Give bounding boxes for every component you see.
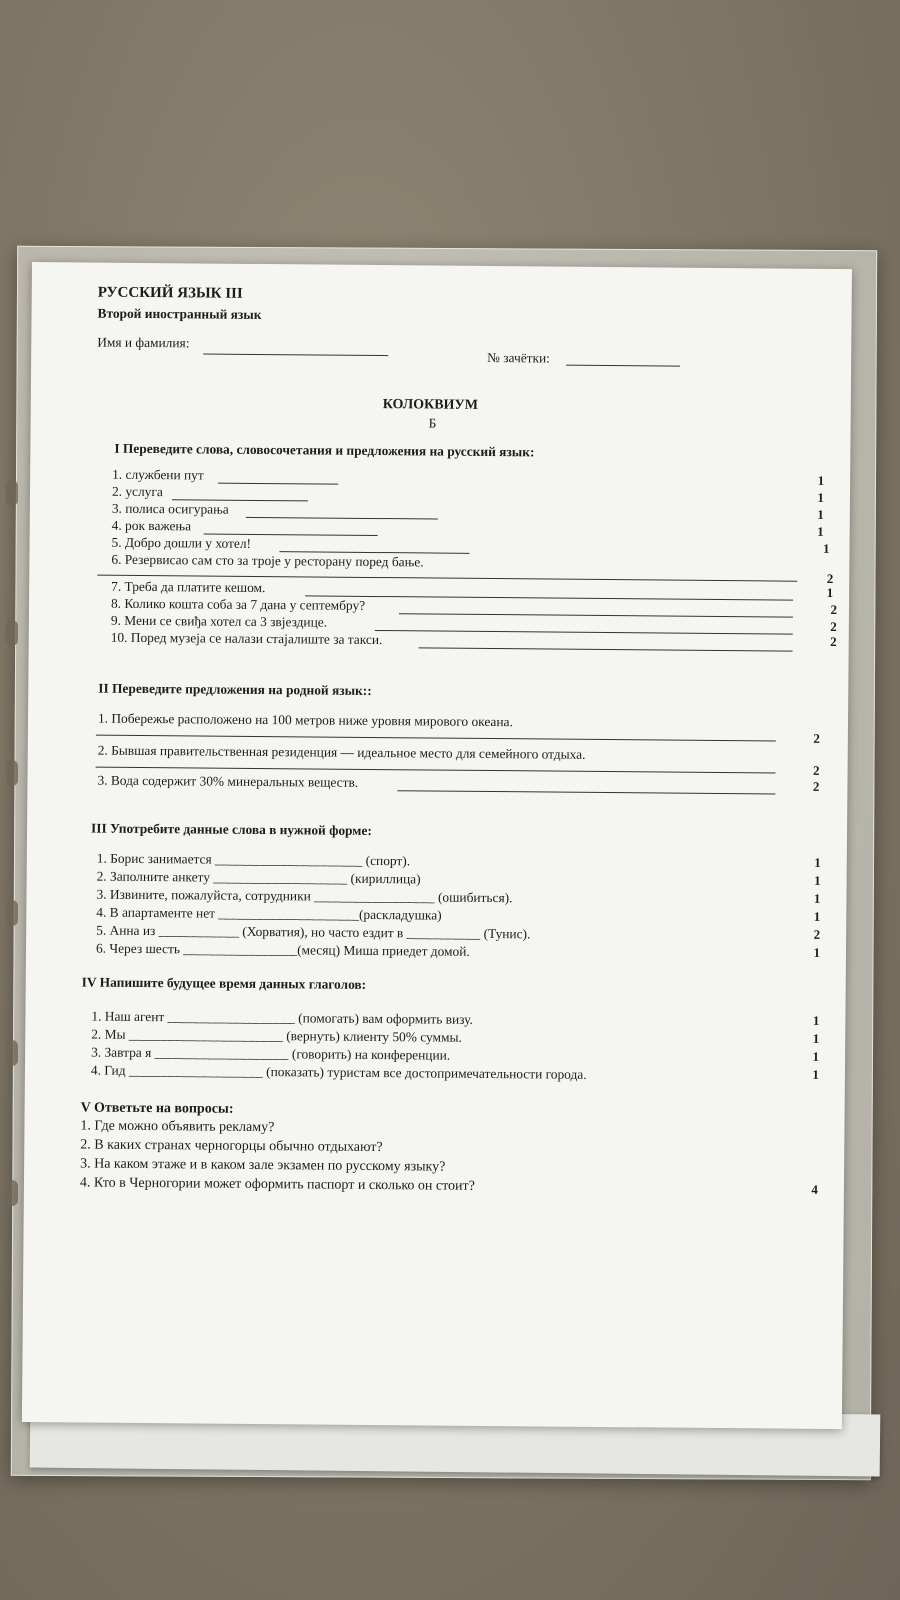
points: 1 <box>826 584 834 601</box>
points: 1 <box>817 523 824 539</box>
list-item: 1. службени пут <box>112 466 204 483</box>
points: 1 <box>812 1048 820 1064</box>
section-3-heading: III Употребите данные слова в нужной форме: <box>90 820 372 838</box>
list-item: 1. Побережье расположено на 100 метров ниже уровня мирового океана. <box>97 710 513 730</box>
punch-hole <box>6 760 18 786</box>
section-4-heading: IV Напишите будущее время данных глаголов: <box>81 974 367 992</box>
id-label: № зачётки: <box>487 349 550 366</box>
points: 1 <box>812 1012 820 1028</box>
points: 1 <box>814 872 821 888</box>
points: 1 <box>813 944 821 960</box>
answer-line[interactable] <box>246 517 438 520</box>
points: 2 <box>830 633 837 650</box>
section-2-heading: II Переведите предложения на родной язык:: <box>98 680 372 698</box>
list-item: 7. Треба да платите кешом. <box>111 578 266 596</box>
points: 2 <box>830 618 837 635</box>
list-item: 2. Бывшая правительственная резиденция — идеальное место для семейного отдыха. <box>97 742 586 762</box>
points: 1 <box>822 540 830 556</box>
list-item: 3. Извините, пожалуйста, сотрудники __________________ (ошибиться). <box>96 886 513 906</box>
answer-line[interactable] <box>96 767 776 774</box>
points: 2 <box>812 778 820 794</box>
course-title: РУССКИЙ ЯЗЫК III <box>97 284 243 302</box>
points: 4 <box>811 1181 819 1197</box>
list-item: 6. Через шесть _________________(месяц) Миша приедет домой. <box>95 940 470 959</box>
section-5-heading: V Ответьте на вопросы: <box>80 1100 234 1117</box>
name-label: Имя и фамилия: <box>97 334 190 351</box>
points: 1 <box>817 489 825 505</box>
points: 1 <box>812 1030 820 1046</box>
list-item: 4. Кто в Черногории может оформить паспорт и сколько он стоит? <box>79 1175 475 1194</box>
page-title: КОЛОКВИУМ <box>382 397 479 413</box>
variant-label: Б <box>428 415 437 431</box>
points: 1 <box>817 506 824 522</box>
punch-hole <box>6 1040 18 1066</box>
answer-line[interactable] <box>397 790 775 794</box>
list-item: 3. полиса осигурања <box>111 500 229 517</box>
points: 2 <box>813 730 820 746</box>
list-item: 1. Борис занимается ______________________ (спорт). <box>96 850 411 869</box>
points: 1 <box>812 1066 820 1082</box>
answer-line[interactable] <box>218 483 338 485</box>
points: 1 <box>813 890 821 906</box>
list-item: 1. Где можно объявить рекламу? <box>80 1118 275 1136</box>
points: 1 <box>813 908 821 924</box>
id-field[interactable] <box>566 365 680 367</box>
points: 1 <box>814 854 821 870</box>
list-item: 3. На каком этаже и в каком зале экзамен по русскому языку? <box>80 1156 446 1175</box>
list-item: 1. Наш агент ___________________ (помогать) вам оформить визу. <box>91 1008 473 1027</box>
list-item: 2. услуга <box>111 483 163 500</box>
punch-hole <box>6 480 18 506</box>
points: 2 <box>813 762 820 778</box>
points: 2 <box>826 570 834 587</box>
answer-line[interactable] <box>399 613 793 617</box>
list-item: 2. Заполните анкету ____________________ (кириллица) <box>96 868 421 887</box>
answer-line[interactable] <box>305 595 793 600</box>
list-item: 5. Добро дошли у хотел! <box>111 534 252 551</box>
list-item: 3. Вода содержит 30% минеральных веществ. <box>97 772 359 790</box>
punch-hole <box>6 900 18 926</box>
punch-hole <box>6 1180 18 1206</box>
punch-hole <box>6 620 18 646</box>
list-item: 6. Резервисао сам сто за троје у ресторану поред бање. <box>111 551 424 570</box>
name-field[interactable] <box>203 353 388 356</box>
exam-sheet <box>22 262 852 1429</box>
answer-line[interactable] <box>375 630 793 635</box>
course-subtitle: Второй иностранный язык <box>97 305 262 323</box>
list-item: 3. Завтра я ____________________ (говорить) на конференции. <box>91 1044 451 1063</box>
list-item: 4. рок важења <box>111 517 192 534</box>
list-item: 5. Анна из ____________ (Хорватия), но часто ездит в ___________ (Тунис). <box>96 922 531 942</box>
list-item: 2. В каких странах черногорцы обычно отдыхают? <box>80 1137 383 1156</box>
points: 2 <box>830 601 838 618</box>
list-item: 4. В апартаменте нет _____________________(раскладушка) <box>96 904 442 923</box>
section-1-heading: I Переведите слова, словосочетания и предложения на русский язык: <box>114 440 535 460</box>
answer-line[interactable] <box>419 647 793 651</box>
list-item: 2. Мы _______________________ (вернуть) клиенту 50% суммы. <box>91 1026 462 1045</box>
list-item: 8. Колико кошта соба за 7 дана у септембру? <box>110 595 366 613</box>
list-item: 10. Поред музеја се налази стајалиште за такси. <box>110 629 383 648</box>
list-item: 9. Мени се свиђа хотел са 3 звјездице. <box>110 612 328 630</box>
answer-line[interactable] <box>96 735 776 742</box>
list-item: 4. Гид ____________________ (показать) туристам все достопримечательности города. <box>90 1062 587 1082</box>
points: 1 <box>817 472 825 488</box>
points: 2 <box>813 926 821 942</box>
